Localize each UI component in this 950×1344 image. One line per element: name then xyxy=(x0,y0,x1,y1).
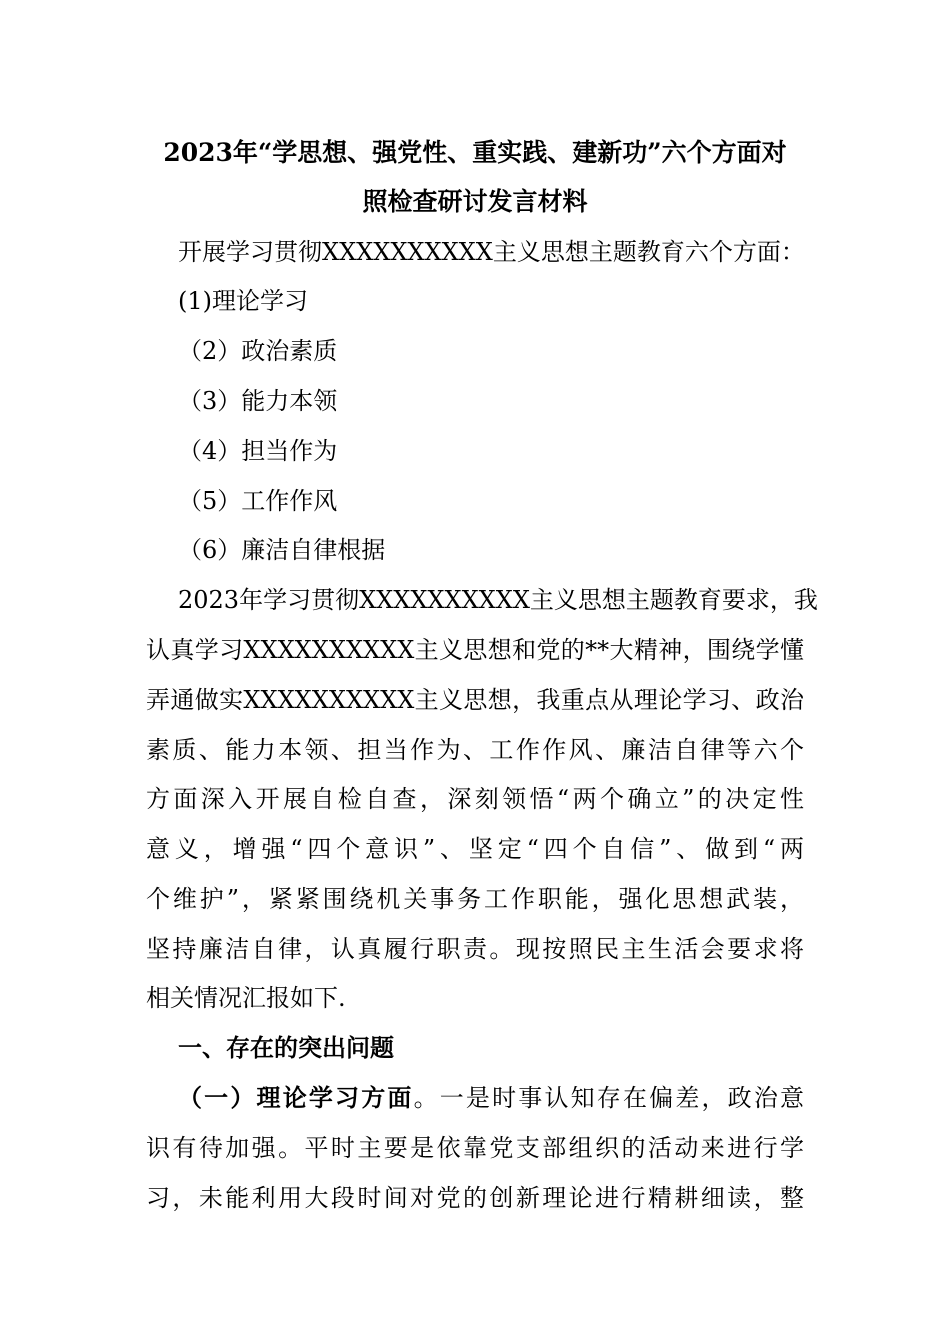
body-paragraph-line: 识有待加强。平时主要是依靠党支部组织的活动来进行学 xyxy=(146,1134,804,1162)
list-item: （5）工作作风 xyxy=(178,487,338,515)
body-paragraph-line: 素质、能力本领、担当作为、工作作风、廉洁自律等六个 xyxy=(146,736,804,764)
section-heading: 一、存在的突出问题 xyxy=(178,1033,394,1062)
list-item: (1)理论学习 xyxy=(178,287,308,315)
body-paragraph-line: 意义，增强“四个意识”、坚定“四个自信”、做到“两 xyxy=(146,835,804,863)
list-item: （4）担当作为 xyxy=(178,437,338,465)
body-paragraph-line: 个维护”，紧紧围绕机关事务工作职能，强化思想武装， xyxy=(146,885,804,913)
intro-paragraph: 开展学习贯彻XXXXXXXXXX主义思想主题教育六个方面： xyxy=(178,238,805,266)
subsection-heading: （一）理论学习方面 xyxy=(178,1083,414,1112)
body-paragraph-line: 弄通做实XXXXXXXXXX主义思想，我重点从理论学习、政治 xyxy=(146,686,804,714)
document-title-line-1: 2023年“学思想、强党性、重实践、建新功”六个方面对 xyxy=(163,138,787,167)
body-paragraph-line: 习，未能利用大段时间对党的创新理论进行精耕细读，整 xyxy=(146,1184,804,1212)
body-paragraph-line: 认真学习XXXXXXXXXX主义思想和党的**大精神，围绕学懂 xyxy=(146,636,804,664)
body-paragraph-line: 方面深入开展自检自查，深刻领悟“两个确立”的决定性 xyxy=(146,785,804,813)
document-title-line-2: 照检查研讨发言材料 xyxy=(362,187,588,216)
list-item: （3）能力本领 xyxy=(178,387,338,415)
list-item: （6）廉洁自律根据 xyxy=(178,536,386,564)
list-item: （2）政治素质 xyxy=(178,337,338,365)
body-paragraph-line: 2023年学习贯彻XXXXXXXXXX主义思想主题教育要求，我 xyxy=(178,586,818,614)
body-paragraph-line: 相关情况汇报如下. xyxy=(146,984,346,1012)
body-paragraph-line: 坚持廉洁自律，认真履行职责。现按照民主生活会要求将 xyxy=(146,935,804,963)
subsection-text: 。一是时事认知存在偏差，政治意 xyxy=(413,1084,805,1112)
subsection-first-line xyxy=(178,1084,804,1112)
